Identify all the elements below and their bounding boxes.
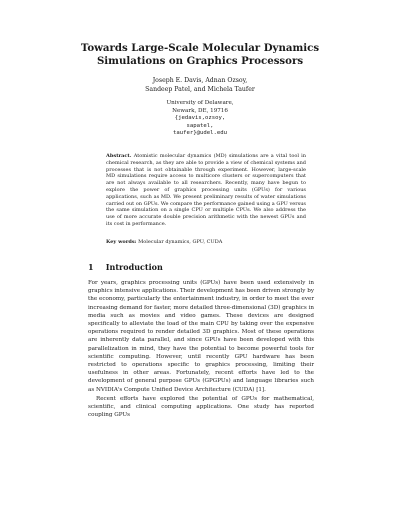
paragraph: For years, graphics processing units (GPUs) have been used extensively in graphics intensive applications. Their development has been driven strongly by the economy, particularly the entertainment industry, in order to meet the ever increasing demand for faster, more detailed three-dimensional (3D) graphics in media such as movies and video games. These devices are designed specifically to alleviate the load of the main CPU by taking over the expensive operations required to render detailed 3D graphics. Most of these operations are inherently data parallel, and since GPUs have been developed with this parallelization in mind, they have the potential to become powerful tools for scientific computing. However, until recently GPU hardware has been restricted to operations specific to graphics processing, limiting their usefulness in other areas. Fortunately, recent efforts have led to the development of general purpose GPUs (GPGPUs) and language libraries such as NVIDIA's Compute Unified Device Architecture (CUDA) [1].: [88, 280, 314, 393]
section-heading: [88, 262, 318, 272]
email-line: {jedavis,ozsoy,: [174, 115, 226, 122]
affiliation-line: University of Delaware,: [166, 100, 234, 106]
author-list: [80, 77, 320, 94]
paragraph: Recent efforts have explored the potential of GPUs for mathematical, scientific, and clinical computing applications. One study has reported coupling GPUs: [88, 395, 314, 419]
abstract-text: Atomistic molecular dynamics (MD) simulations are a vital tool in chemical research, as they are able to provide a view of chemical systems and processes that is not obtainable through experiment. However, large-scale MD simulations require access to multicore clusters or supercomputers that are not always available to all researchers. Recently, many have begun to explore the power of graphics processing units (GPUs) for various applications, such as MD. We present preliminary results of water simulations carried out on GPUs. We compare the performance gained using a GPU versus the same simulation on a single CPU or multiple CPUs. We also address the use of more accurate double precision arithmetic with the newest GPUs and its cost in performance.: [106, 153, 307, 227]
author-line: Joseph E. Davis, Adnan Ozsoy,: [152, 77, 248, 84]
section-number: 1: [88, 262, 94, 272]
abstract: [106, 153, 306, 228]
abstract-label: Abstract.: [106, 153, 132, 159]
keywords-label: Key words:: [106, 239, 137, 245]
section-title: Introduction: [105, 262, 163, 272]
author-line: Sandeep Patel, and Michela Taufer: [145, 85, 255, 93]
paper-title: Towards Large-Scale Molecular Dynamics Simulations on Graphics Processors: [80, 42, 320, 67]
keywords-text: Molecular dynamics, GPU, CUDA: [138, 239, 223, 245]
email-line: taufer}@udel.edu: [173, 130, 227, 137]
affiliation-block: [80, 100, 320, 138]
affiliation-line: Newark, DE, 19716: [172, 107, 228, 114]
keywords: [106, 239, 306, 246]
email-line: sapatel,: [186, 122, 214, 129]
body-text: [88, 279, 314, 419]
